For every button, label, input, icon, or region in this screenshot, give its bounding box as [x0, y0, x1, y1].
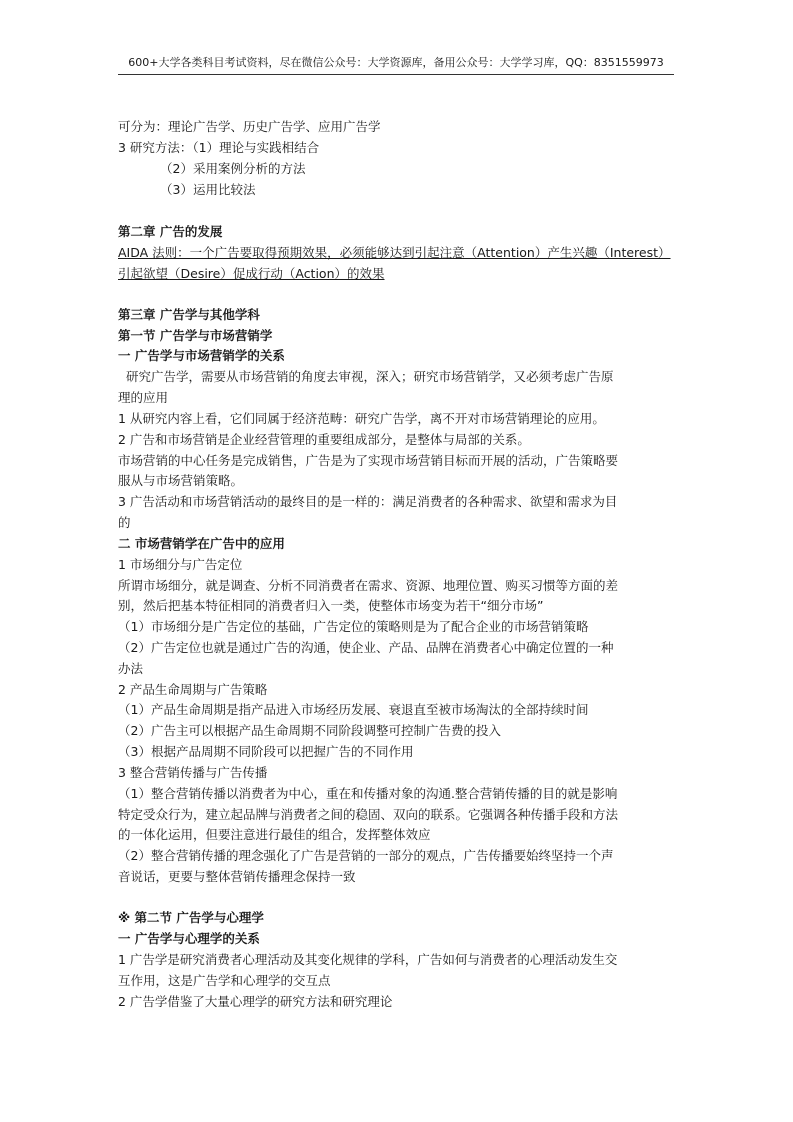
- text-line: 2 产品生命周期与广告策略: [118, 682, 268, 697]
- page-header: 600+大学各类科目考试资料，尽在微信公众号：大学资源库，备用公众号：大学学习库，QQ：8351559973: [128, 56, 664, 69]
- text-line: 1 广告学是研究消费者心理活动及其变化规律的学科，广告如何与消费者的心理活动发生交: [118, 952, 618, 967]
- underlined-text: AIDA 法则：一个广告要取得预期效果，必须能够达到引起注意（Attention）产生兴趣（Interest）: [118, 245, 671, 260]
- text-line: （3）根据产品周期不同阶段可以把握广告的不同作用: [118, 744, 414, 759]
- text-line: 办法: [118, 661, 144, 676]
- chapter-heading: 第二章 广告的发展: [118, 224, 223, 239]
- text-line: 可分为：理论广告学、历史广告学、应用广告学: [118, 119, 381, 134]
- header-divider: [118, 74, 674, 75]
- text-line: （1）市场细分是广告定位的基础，广告定位的策略则是为了配合企业的市场营销策略: [118, 619, 589, 634]
- text-line: （2）整合营销传播的理念强化了广告是营销的一部分的观点，广告传播要始终坚持一个声: [118, 848, 614, 863]
- text-line: 2 广告和市场营销是企业经营管理的重要组成部分，是整体与局部的关系。: [118, 432, 530, 447]
- chapter-heading: 第三章 广告学与其他学科: [118, 307, 260, 322]
- text-line: （2）采用案例分析的方法: [160, 161, 306, 176]
- section-heading: ※ 第二节 广告学与心理学: [118, 910, 264, 925]
- text-line: 音说话，更要与整体营销传播理念保持一致: [118, 869, 356, 884]
- subsection-heading: 一 广告学与心理学的关系: [118, 931, 260, 946]
- text-line: 所谓市场细分，就是调查、分析不同消费者在需求、资源、地理位置、购买习惯等方面的差: [118, 578, 619, 593]
- text-line: 1 市场细分与广告定位: [118, 557, 243, 572]
- text-line: 的一体化运用，但要注意进行最佳的组合，发挥整体效应: [118, 827, 431, 842]
- text-line: 研究广告学，需要从市场营销的角度去审视，深入；研究市场营销学，又必须考虑广告原: [118, 369, 614, 384]
- text-line: 互作用，这是广告学和心理学的交互点: [118, 973, 331, 988]
- text-line: 1 从研究内容上看，它们同属于经济范畴：研究广告学，离不开对市场营销理论的应用。: [118, 411, 605, 426]
- text-line: 理的应用: [118, 390, 169, 405]
- text-line: 3 广告活动和市场营销活动的最终目的是一样的：满足消费者的各种需求、欲望和需求为目: [118, 494, 618, 509]
- subsection-heading: 一 广告学与市场营销学的关系: [118, 348, 285, 363]
- text-line: （1）产品生命周期是指产品进入市场经历发展、衰退直至被市场淘汰的全部持续时间: [118, 702, 589, 717]
- text-line: （2）广告定位也就是通过广告的沟通，使企业、产品、品牌在消费者心中确定位置的一种: [118, 640, 614, 655]
- text-line: （3）运用比较法: [160, 182, 256, 197]
- text-line: 市场营销的中心任务是完成销售，广告是为了实现市场营销目标而开展的活动，广告策略要: [118, 453, 619, 468]
- section-heading: 第一节 广告学与市场营销学: [118, 328, 273, 343]
- text-line: 3 整合营销传播与广告传播: [118, 765, 268, 780]
- text-line: （1）整合营销传播以消费者为中心，重在和传播对象的沟通.整合营销传播的目的就是影响: [118, 786, 618, 801]
- underlined-text: 引起欲望（Desire）促成行动（Action）的效果: [118, 266, 385, 281]
- subsection-heading: 二 市场营销学在广告中的应用: [118, 536, 285, 551]
- text-line: 别，然后把基本特征相同的消费者归入一类，使整体市场变为若干“细分市场”: [118, 598, 544, 613]
- text-line: 服从与市场营销策略。: [118, 473, 244, 488]
- text-line: 2 广告学借鉴了大量心理学的研究方法和研究理论: [118, 994, 393, 1009]
- text-line: 的: [118, 515, 131, 530]
- text-line: （2）广告主可以根据产品生命周期不同阶段调整可控制广告费的投入: [118, 723, 501, 738]
- text-line: 特定受众行为，建立起品牌与消费者之间的稳固、双向的联系。它强调各种传播手段和方法: [118, 807, 619, 822]
- text-line: 3 研究方法：（1）理论与实践相结合: [118, 140, 320, 155]
